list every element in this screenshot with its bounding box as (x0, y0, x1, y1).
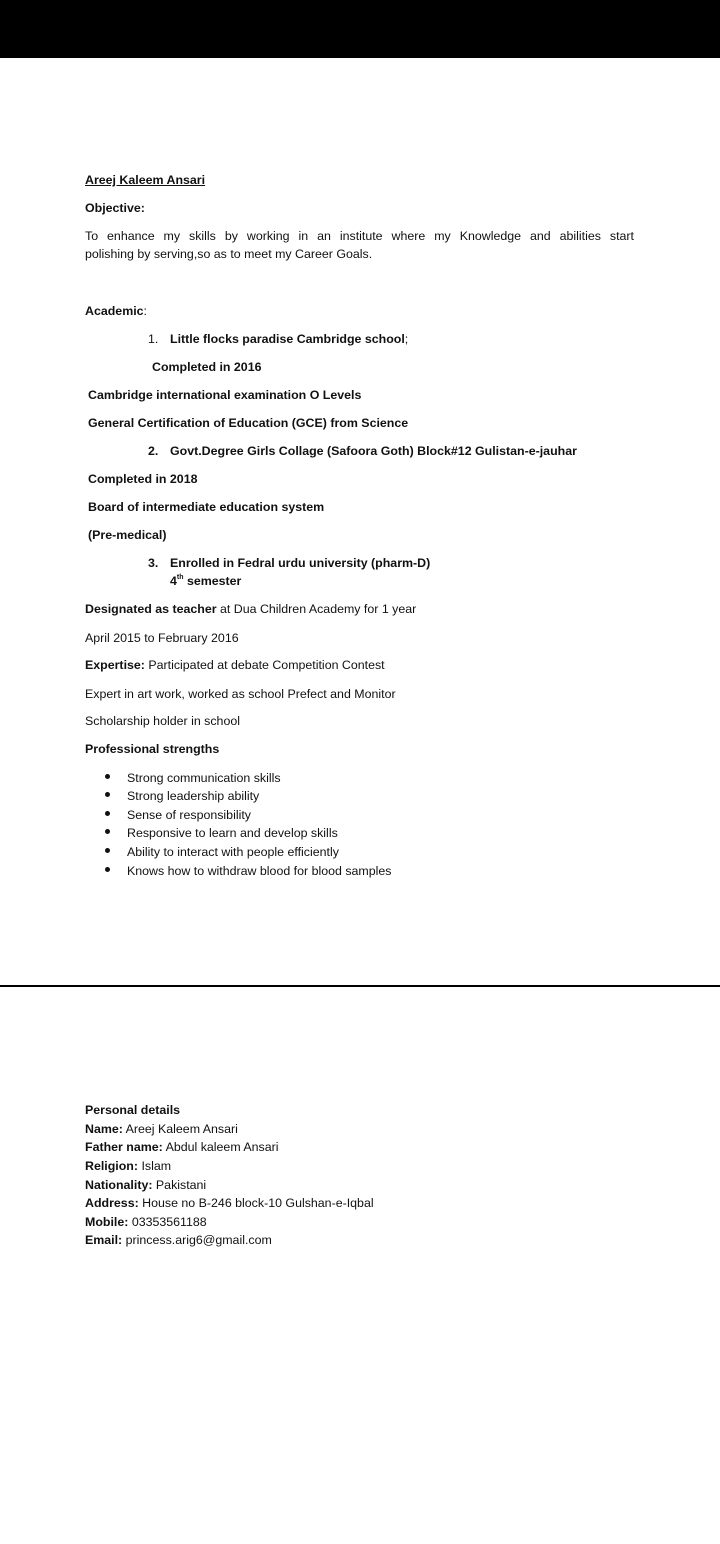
semester-ordinal: th (176, 574, 184, 581)
personal-name-value: Areej Kaleem Ansari (122, 1122, 238, 1136)
completed-2016: Completed in 2016 (152, 360, 262, 374)
academic-item-3-semester (170, 572, 241, 590)
designation-text: at Dua Children Academy for 1 year (216, 602, 417, 616)
objective-text (85, 227, 634, 263)
academic-item-1-number: 1. (148, 332, 159, 346)
academic-item-3-university: Enrolled in Fedral urdu university (pharm-D) (170, 556, 431, 570)
cv-name-heading: Areej Kaleem Ansari (85, 173, 206, 187)
personal-mobile-label: Mobile: (85, 1215, 129, 1229)
semester-text: semester (183, 574, 242, 588)
strength-item: Knows how to withdraw blood for blood samples (127, 864, 392, 878)
personal-name (85, 1120, 238, 1138)
objective-heading: Objective: (85, 201, 145, 215)
academic-item-1-school: Little flocks paradise Cambridge school (170, 332, 405, 346)
expertise-line (85, 656, 385, 674)
academic-item-1 (170, 330, 408, 348)
strengths-heading: Professional strengths (85, 742, 220, 756)
board-line: Board of intermediate education system (88, 500, 325, 514)
academic-item-2-number: 2. (148, 444, 159, 458)
personal-religion (85, 1157, 171, 1175)
personal-address-label: Address: (85, 1196, 139, 1210)
personal-name-label: Name: (85, 1122, 123, 1136)
bullet-icon (104, 791, 112, 799)
personal-email-label: Email: (85, 1233, 123, 1247)
expertise-text: Participated at debate Competition Contest (144, 658, 385, 672)
academic-item-3-number: 3. (148, 556, 159, 570)
personal-father (85, 1138, 279, 1156)
personal-address-value: House no B-246 block-10 Gulshan-e-Iqbal (138, 1196, 374, 1210)
personal-heading: Personal details (85, 1103, 181, 1117)
strength-item: Sense of responsibility (127, 808, 251, 822)
top-black-bar (0, 0, 720, 58)
personal-email-value: princess.arig6@gmail.com (122, 1233, 272, 1247)
personal-address (85, 1194, 374, 1212)
art-line: Expert in art work, worked as school Prefect and Monitor (85, 687, 396, 701)
personal-email (85, 1231, 272, 1249)
semester-number: 4 (170, 574, 177, 588)
academic-item-2-college: Govt.Degree Girls Collage (Safoora Goth) Block#12 Gulistan-e-jauhar (170, 444, 577, 458)
personal-father-label: Father name: (85, 1140, 163, 1154)
personal-nationality (85, 1176, 206, 1194)
personal-religion-value: Islam (138, 1159, 172, 1173)
personal-religion-label: Religion: (85, 1159, 138, 1173)
strength-item: Strong communication skills (127, 771, 281, 785)
academic-heading (85, 302, 147, 320)
bullet-icon (104, 773, 112, 781)
completed-2018: Completed in 2018 (88, 472, 198, 486)
academic-item-1-suffix: ; (404, 332, 409, 346)
expertise-label: Expertise: (85, 658, 145, 672)
personal-nationality-label: Nationality: (85, 1178, 153, 1192)
designation-label: Designated as teacher (85, 602, 217, 616)
personal-mobile-value: 03353561188 (128, 1215, 207, 1229)
strength-item: Ability to interact with people efficiently (127, 845, 339, 859)
personal-father-value: Abdul kaleem Ansari (162, 1140, 279, 1154)
o-levels-line: Cambridge international examination O Levels (88, 388, 362, 402)
bullet-icon (104, 866, 112, 874)
premedical-line: (Pre-medical) (88, 528, 167, 542)
personal-mobile (85, 1213, 207, 1231)
bullet-icon (104, 828, 112, 836)
bullet-icon (104, 810, 112, 818)
objective-line-1: To enhance my skills by working in an institute where my Knowledge and abilities start (85, 229, 634, 243)
personal-nationality-value: Pakistani (152, 1178, 207, 1192)
gce-line: General Certification of Education (GCE) from Science (88, 416, 409, 430)
scholarship-line: Scholarship holder in school (85, 714, 240, 728)
bullet-icon (104, 847, 112, 855)
designation-line (85, 600, 416, 618)
academic-heading-label: Academic (85, 304, 144, 318)
strength-item: Strong leadership ability (127, 789, 260, 803)
page-divider (0, 985, 720, 987)
strength-item: Responsive to learn and develop skills (127, 826, 338, 840)
objective-line-2: polishing by serving,so as to meet my Career Goals. (85, 247, 373, 261)
designation-period: April 2015 to February 2016 (85, 631, 239, 645)
academic-heading-colon: : (143, 304, 147, 318)
